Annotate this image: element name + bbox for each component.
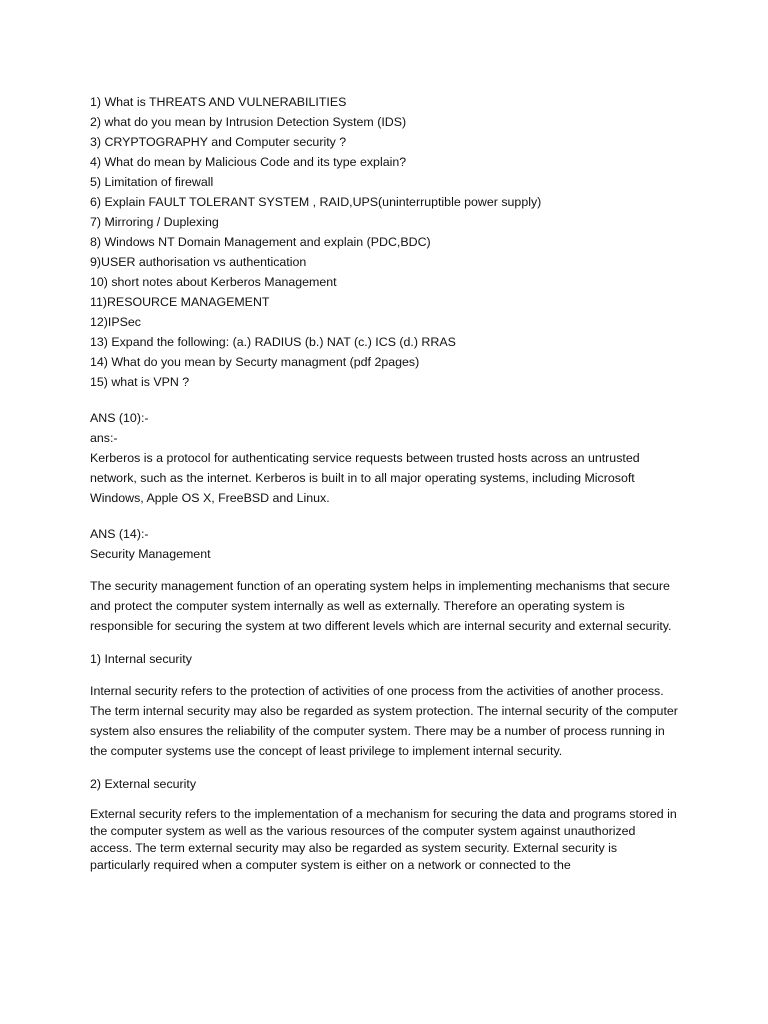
question-item: 14) What do you mean by Securty managment (pdf 2pages) bbox=[90, 355, 420, 369]
answer-14-section bbox=[90, 524, 680, 874]
question-item: 12)IPSec bbox=[90, 315, 141, 329]
external-security-body: External security refers to the implementation of a mechanism for securing the data and programs stored in the computer system as well as the various resources of the computer system against unauthorized access. The term external security may also be regarded as system security. External security is particularly required when a computer system is either on a network or connected to the bbox=[90, 807, 677, 872]
answer-10-heading: ANS (10):- bbox=[90, 411, 149, 425]
question-item: 6) Explain FAULT TOLERANT SYSTEM , RAID,UPS(uninterruptible power supply) bbox=[90, 195, 542, 209]
question-item: 5) Limitation of firewall bbox=[90, 175, 214, 189]
internal-security-heading: 1) Internal security bbox=[90, 652, 192, 666]
document-page bbox=[90, 92, 680, 874]
question-item: 15) what is VPN ? bbox=[90, 375, 190, 389]
internal-security-body: Internal security refers to the protection of activities of one process from the activities of another process. The term internal security may also be regarded as system protection. The internal security of the computer system also ensures the reliability of the computer system. There may be a number of process running in the computer systems use the concept of least privilege to implement internal security. bbox=[90, 684, 678, 758]
question-item: 2) what do you mean by Intrusion Detection System (IDS) bbox=[90, 115, 407, 129]
question-item: 4) What do mean by Malicious Code and its type explain? bbox=[90, 155, 407, 169]
answer-14-title: Security Management bbox=[90, 547, 211, 561]
question-item: 10) short notes about Kerberos Management bbox=[90, 275, 337, 289]
question-item: 7) Mirroring / Duplexing bbox=[90, 215, 219, 229]
answer-14-intro: The security management function of an operating system helps in implementing mechanisms that secure and protect the computer system internally as well as externally. Therefore an operating system is responsible for securing the system at two different levels which are internal security and external security. bbox=[90, 579, 672, 633]
question-item: 1) What is THREATS AND VULNERABILITIES bbox=[90, 95, 347, 109]
answer-10-body: Kerberos is a protocol for authenticating service requests between trusted hosts across an untrusted network, such as the internet. Kerberos is built in to all major operating systems, including Microsoft Windows, Apple OS X, FreeBSD and Linux. bbox=[90, 451, 640, 505]
question-item: 9)USER authorisation vs authentication bbox=[90, 255, 307, 269]
question-item: 11)RESOURCE MANAGEMENT bbox=[90, 295, 270, 309]
question-item: 13) Expand the following: (a.) RADIUS (b.) NAT (c.) ICS (d.) RRAS bbox=[90, 335, 456, 349]
answer-14-heading: ANS (14):- bbox=[90, 527, 149, 541]
question-item: 8) Windows NT Domain Management and explain (PDC,BDC) bbox=[90, 235, 431, 249]
question-list bbox=[90, 92, 680, 392]
answer-10-label: ans:- bbox=[90, 431, 118, 445]
external-security-heading: 2) External security bbox=[90, 777, 197, 791]
answer-10-section bbox=[90, 408, 680, 508]
question-item: 3) CRYPTOGRAPHY and Computer security ? bbox=[90, 135, 347, 149]
